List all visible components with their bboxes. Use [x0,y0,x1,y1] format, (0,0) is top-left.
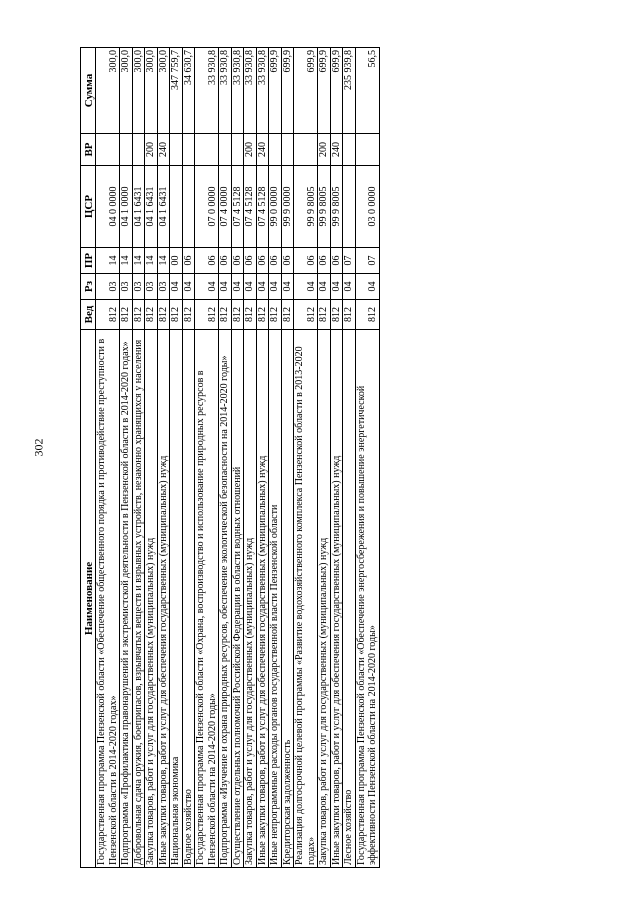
cell-vr [269,134,282,166]
cell-csr: 04 1 0000 [120,166,133,248]
cell-vr: 240 [256,134,269,166]
header-vr: ВР [81,134,96,166]
cell-vr [120,134,133,166]
cell-name: Государственная программа Пензенской области «Охрана, воспроизводство и использование природных ресурсов в Пензенской области на 2014-2020 годы» [195,330,219,868]
cell-rz: 04 [355,274,379,300]
cell-pr: 07 [355,248,379,274]
cell-pr: 06 [318,248,331,274]
cell-ved: 812 [355,300,379,330]
cell-ved: 812 [244,300,257,330]
cell-csr [182,166,195,248]
cell-ved: 812 [281,300,294,330]
cell-name: Кредиторская задолженность [281,330,294,868]
table-row [343,48,356,868]
cell-csr: 07 4 5128 [244,166,257,248]
cell-name: Осуществление отдельных полномочий Российской Федерации в области водных отношений [231,330,244,868]
cell-ved: 812 [318,300,331,330]
cell-pr: 14 [157,248,170,274]
cell-csr: 07 4 0000 [219,166,232,248]
page-number: 302 [31,438,46,457]
cell-csr: 99 9 0000 [281,166,294,248]
cell-rz: 04 [244,274,257,300]
cell-sum: 699,9 [294,48,318,134]
cell-vr [182,134,195,166]
table-row [281,48,294,868]
cell-sum: 33 930,8 [244,48,257,134]
cell-name: Государственная программа Пензенской области «Обеспечение общественного порядка и противодействие преступности в Пензенской области в 2014-2020 годах» [96,330,120,868]
header-ved: Вед [81,300,96,330]
cell-pr: 06 [330,248,343,274]
cell-ved: 812 [182,300,195,330]
cell-rz: 04 [330,274,343,300]
cell-pr: 14 [132,248,145,274]
cell-csr: 07 0 0000 [195,166,219,248]
cell-pr: 06 [269,248,282,274]
cell-sum: 300,0 [132,48,145,134]
cell-vr [195,134,219,166]
cell-csr: 99 9 8005 [318,166,331,248]
cell-name: Иные непрограммные расходы органов государственной власти Пензенской области [269,330,282,868]
table-body [96,48,380,868]
cell-name: Подпрограмма «Изучение и охрана природных ресурсов, обеспечение экологической безопасности на 2014-2020 годы» [219,330,232,868]
cell-sum: 235 939,8 [343,48,356,134]
cell-ved: 812 [294,300,318,330]
table-row [330,48,343,868]
header-name: Наименование [81,330,96,868]
cell-ved: 812 [343,300,356,330]
table-row [219,48,232,868]
header-rz: Рз [81,274,96,300]
cell-sum: 300,0 [120,48,133,134]
cell-ved: 812 [96,300,120,330]
cell-pr: 06 [195,248,219,274]
table-row [157,48,170,868]
cell-pr: 06 [281,248,294,274]
table-row [294,48,318,868]
table-row [182,48,195,868]
cell-name: Иные закупки товаров, работ и услуг для обеспечения государственных (муниципальных) нужд [157,330,170,868]
cell-sum: 33 930,8 [195,48,219,134]
cell-rz: 04 [294,274,318,300]
cell-pr: 00 [170,248,183,274]
table-row [96,48,120,868]
cell-ved: 812 [195,300,219,330]
cell-ved: 812 [132,300,145,330]
cell-csr: 99 9 8005 [294,166,318,248]
cell-ved: 812 [145,300,158,330]
cell-pr: 06 [182,248,195,274]
cell-sum: 699,9 [269,48,282,134]
header-sum: Сумма [81,48,96,134]
cell-rz: 04 [256,274,269,300]
cell-csr: 07 4 5128 [256,166,269,248]
table-row [318,48,331,868]
cell-name: Государственная программа Пензенской области «Обеспечение энергосбережения и повышение энергетической эффективности Пензенской области на 2014-2020 годы» [355,330,379,868]
cell-name: Иные закупки товаров, работ и услуг для обеспечения государственных (муниципальных) нужд [256,330,269,868]
cell-name: Закупка товаров, работ и услуг для государственных (муниципальных) нужд [145,330,158,868]
cell-sum: 699,9 [318,48,331,134]
table-row [170,48,183,868]
cell-sum: 33 930,8 [231,48,244,134]
table-row [256,48,269,868]
cell-rz: 03 [157,274,170,300]
header-csr: ЦСР [81,166,96,248]
cell-sum: 34 630,7 [182,48,195,134]
cell-rz: 03 [132,274,145,300]
cell-vr: 200 [244,134,257,166]
cell-csr: 04 1 6431 [157,166,170,248]
cell-name: Национальная экономика [170,330,183,868]
cell-name: Лесное хозяйство [343,330,356,868]
cell-vr [281,134,294,166]
cell-csr: 99 9 8005 [330,166,343,248]
cell-csr: 03 0 0000 [355,166,379,248]
cell-sum: 33 930,8 [256,48,269,134]
cell-pr: 06 [219,248,232,274]
cell-rz: 04 [281,274,294,300]
table-header-row [81,48,96,868]
cell-vr: 200 [318,134,331,166]
cell-pr: 14 [145,248,158,274]
cell-ved: 812 [256,300,269,330]
budget-table-container [80,48,553,868]
cell-rz: 04 [269,274,282,300]
cell-vr [343,134,356,166]
table-row [244,48,257,868]
cell-name: Добровольная сдача оружия, боеприпасов, взрывчатых веществ и взрывных устройств, незаконно хранящихся у населения [132,330,145,868]
cell-pr: 14 [120,248,133,274]
cell-csr [343,166,356,248]
table-row [195,48,219,868]
cell-rz: 04 [219,274,232,300]
cell-sum: 300,0 [96,48,120,134]
cell-rz: 03 [96,274,120,300]
cell-csr: 04 1 6431 [132,166,145,248]
cell-rz: 04 [170,274,183,300]
cell-name: Подпрограмма «Профилактика правонарушений и экстремистской деятельности в Пензенской области в 2014-2020 годах» [120,330,133,868]
cell-csr [170,166,183,248]
cell-pr: 07 [343,248,356,274]
cell-ved: 812 [269,300,282,330]
cell-vr: 240 [157,134,170,166]
cell-pr: 14 [96,248,120,274]
cell-ved: 812 [170,300,183,330]
cell-sum: 699,9 [330,48,343,134]
cell-rz: 04 [182,274,195,300]
cell-name: Закупка товаров, работ и услуг для государственных (муниципальных) нужд [244,330,257,868]
cell-name: Иные закупки товаров, работ и услуг для обеспечения государственных (муниципальных) нужд [330,330,343,868]
cell-sum: 33 930,8 [219,48,232,134]
cell-sum: 300,0 [145,48,158,134]
cell-ved: 812 [330,300,343,330]
cell-vr [231,134,244,166]
table-row [231,48,244,868]
header-pr: ПР [81,248,96,274]
table-row [145,48,158,868]
cell-csr: 04 0 0000 [96,166,120,248]
table-row [120,48,133,868]
cell-sum: 347 759,7 [170,48,183,134]
cell-vr [96,134,120,166]
cell-vr [294,134,318,166]
cell-rz: 03 [145,274,158,300]
cell-csr: 99 0 0000 [269,166,282,248]
cell-name: Водное хозяйство [182,330,195,868]
cell-vr [170,134,183,166]
cell-ved: 812 [157,300,170,330]
cell-sum: 699,9 [281,48,294,134]
cell-rz: 03 [120,274,133,300]
cell-sum: 56,5 [355,48,379,134]
cell-vr [219,134,232,166]
cell-sum: 300,0 [157,48,170,134]
cell-ved: 812 [219,300,232,330]
cell-rz: 04 [195,274,219,300]
table-row [355,48,379,868]
cell-pr: 06 [256,248,269,274]
table-row [132,48,145,868]
table-row [269,48,282,868]
cell-ved: 812 [231,300,244,330]
cell-vr: 240 [330,134,343,166]
cell-pr: 06 [294,248,318,274]
cell-ved: 812 [120,300,133,330]
cell-rz: 04 [318,274,331,300]
budget-table [80,47,380,868]
cell-name: Реализация долгосрочной целевой программы «Развитие водохозяйственного комплекса Пензенской области в 2013-2020 годах» [294,330,318,868]
cell-name: Закупка товаров, работ и услуг для государственных (муниципальных) нужд [318,330,331,868]
cell-rz: 04 [343,274,356,300]
cell-pr: 06 [231,248,244,274]
cell-pr: 06 [244,248,257,274]
cell-csr: 07 4 5128 [231,166,244,248]
cell-vr [355,134,379,166]
cell-vr: 200 [145,134,158,166]
cell-rz: 04 [231,274,244,300]
cell-csr: 04 1 6431 [145,166,158,248]
cell-vr [132,134,145,166]
